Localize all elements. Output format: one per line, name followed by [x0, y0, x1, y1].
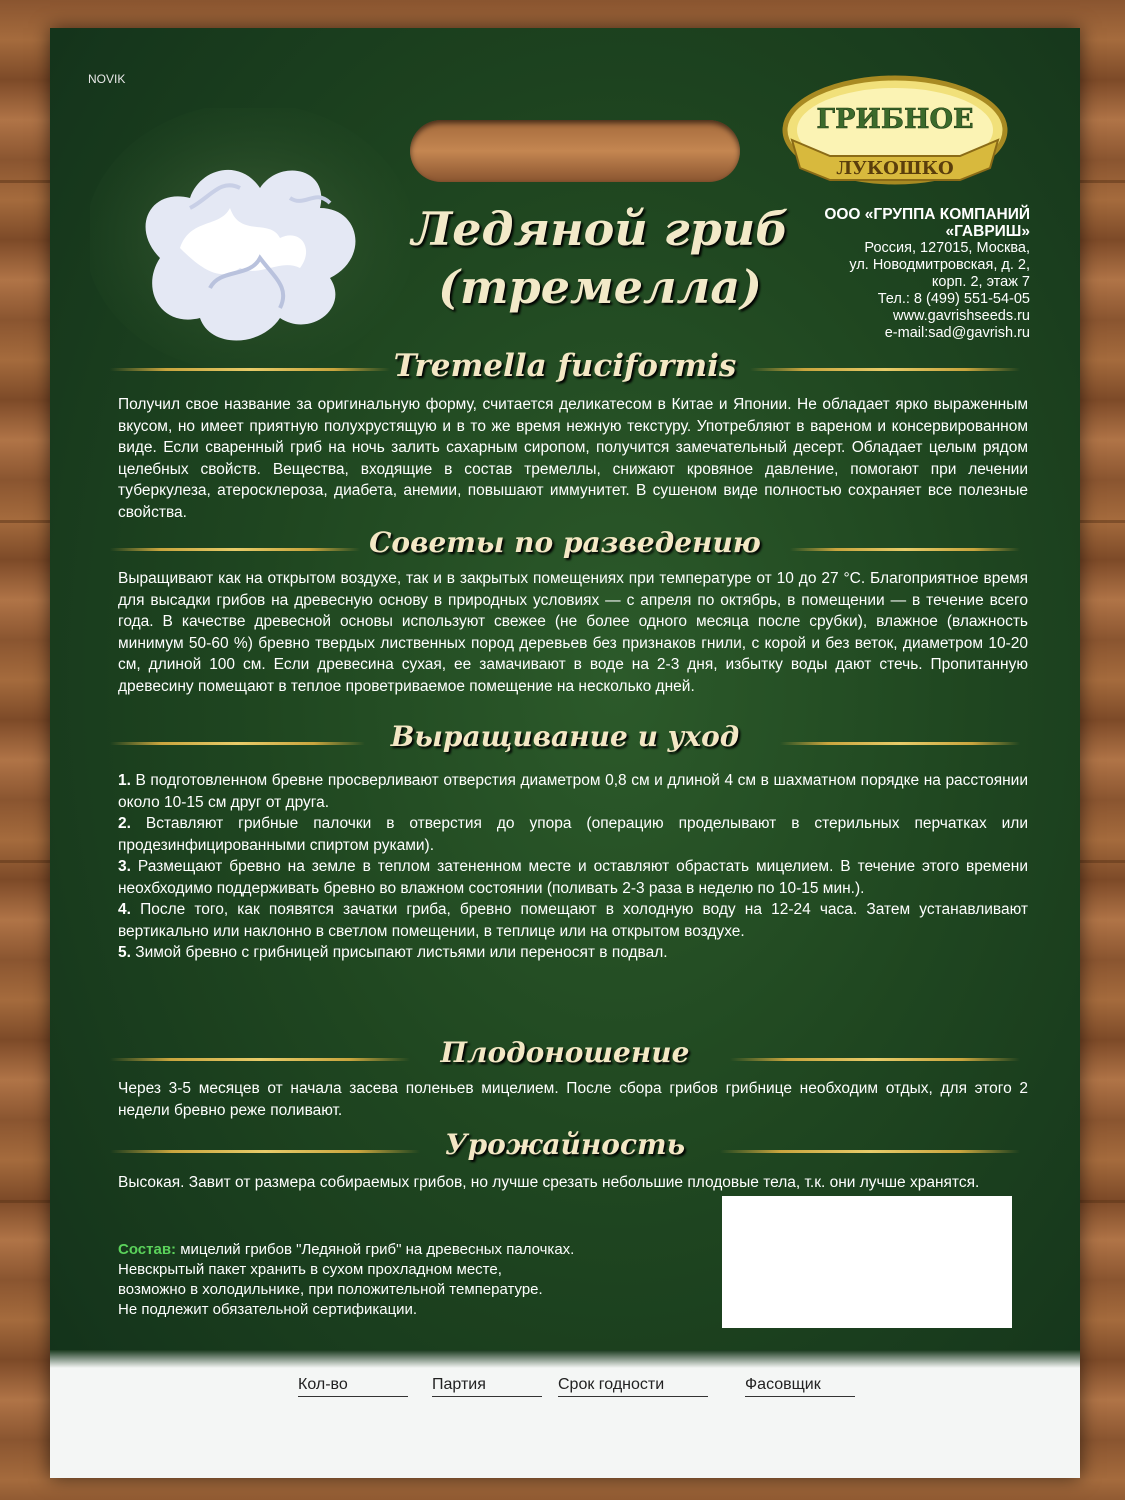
composition-label: Состав: — [118, 1241, 177, 1258]
company-info — [770, 206, 1030, 342]
seed-packet-back — [50, 28, 1080, 1478]
title-line2: (тремелла) — [438, 260, 762, 314]
expiry-label: Срок годности — [558, 1376, 665, 1393]
breeding-heading: Советы по разведению — [369, 526, 761, 559]
qty-underline — [298, 1396, 408, 1397]
company-phone: Тел.: 8 (499) 551-54-05 — [877, 291, 1030, 307]
growing-step — [118, 942, 1028, 964]
hang-hole — [410, 120, 740, 182]
company-address1: Россия, 127015, Москва, — [864, 240, 1030, 256]
company-name-line2: «ГАВРИШ» — [945, 223, 1030, 240]
batch-label: Партия — [432, 1376, 486, 1393]
storage-line2: возможно в холодильнике, при положительной температуре. — [118, 1281, 543, 1298]
composition-text: мицелий грибов "Ледяной гриб" на древесных палочках. — [176, 1241, 575, 1258]
step-text: В подготовленном бревне просверливают отверстия диаметром 0,8 см и длиной 4 см в шахматном порядке на расстоянии около 10-15 см друг от друга. — [118, 772, 1028, 811]
breeding-header — [50, 522, 1080, 566]
yield-header — [50, 1124, 1080, 1168]
yield-paragraph: Высокая. Завит от размера собираемых грибов, но лучше срезать небольшие плодовые тела, т.к. они лучше хранятся. — [118, 1174, 980, 1191]
fruiting-heading: Плодоношение — [440, 1036, 690, 1069]
yield-heading: Урожайность — [444, 1128, 686, 1161]
mushroom-photo — [90, 108, 410, 368]
step-number: 1. — [118, 772, 131, 789]
breeding-text — [118, 568, 1028, 697]
company-address2: ул. Новодмитровская, д. 2, — [849, 257, 1030, 273]
description-text — [118, 394, 1028, 523]
composition-block — [118, 1240, 718, 1320]
company-email: e-mail:sad@gavrish.ru — [884, 325, 1030, 341]
composition-line — [118, 1240, 718, 1260]
step-text: Вставляют грибные палочки в отверстия до упора (операцию проделывают в стерильных перчатках или продезинфицированными спиртом руками). — [118, 815, 1028, 854]
logo-line2: ЛУКОШКО — [836, 158, 954, 179]
growing-step — [118, 899, 1028, 942]
breeding-paragraph: Выращивают как на открытом воздухе, так и в закрытых помещениях при температуре от 10 до 27 °С. Благоприятное время для высадки грибов на древесную основу в природных условиях — с апреля по октябрь, в помещении — в течение всего года. В качестве древесной основы используют свежее (не более одного месяца после срубки), влажное (влажность минимум 50-60 %) бревно твердых лиственных пород деревьев без признаков гнили, с корой и без веток, диаметром 10-20 см, длиной 100 см. Если древесина сухая, ее замачивают в воде на 2-3 дня, избытку воды дают стечь. Пропитанную древесину помещают в теплое проветриваемое помещение на несколько дней. — [118, 570, 1028, 695]
brand-corner: NOVIK — [88, 72, 126, 86]
storage-line1: Невскрытый пакет хранить в сухом прохладном месте, — [118, 1261, 502, 1278]
expiry-underline — [558, 1396, 708, 1397]
latin-name-header — [50, 346, 1080, 390]
step-number: 3. — [118, 858, 131, 875]
growing-heading: Выращивание и уход — [390, 720, 740, 753]
certification-line: Не подлежит обязательной сертификации. — [118, 1301, 418, 1318]
product-title — [390, 200, 810, 316]
fruiting-text — [118, 1078, 1028, 1121]
fruiting-paragraph: Через 3-5 месяцев от начала засева поленьев мицелием. После сбора грибов грибнице необходим отдых, для этого 2 недели бревно реже поливают. — [118, 1080, 1028, 1119]
fruiting-header — [50, 1032, 1080, 1076]
company-address3: корп. 2, этаж 7 — [931, 274, 1030, 290]
company-name-line1: ООО «ГРУППА КОМПАНИЙ — [824, 206, 1030, 223]
growing-header — [50, 716, 1080, 760]
packer-underline — [745, 1396, 855, 1397]
step-number: 4. — [118, 901, 131, 918]
growing-step — [118, 813, 1028, 856]
step-text: Размещают бревно на земле в теплом затененном месте и оставляют обрастать мицелием. В течение этого времени неохбходимо поддерживать бревно во влажном состоянии (поливать 2-3 раза в неделю по 10-15 мин.). — [118, 858, 1029, 897]
company-site: www.gavrishseeds.ru — [893, 308, 1030, 324]
packer-label: Фасовщик — [745, 1376, 821, 1393]
growing-step — [118, 770, 1028, 813]
growing-step — [118, 856, 1028, 899]
description: Получил свое название за оригинальную форму, считается деликатесом в Китае и Японии. Не обладает ярко выраженным вкусом, но имеет приятную полухрустящую и в то же время нежную текстуру. Употребляют в вареном и консервированном виде. Если сваренный гриб на ночь залить сахарным сиропом, получится замечательный десерт. Обладает целым рядом целебных свойств. Вещества, входящие в состав тремеллы, снижают кровяное давление, помогают при лечении туберкулеза, атеросклероза, диабета, анемии, повышают иммунитет. В сушеном виде полностью сохраняет все полезные свойства. — [118, 396, 1028, 521]
step-text: После того, как появятся зачатки гриба, бревно помещают в холодную воду на 12-24 часа. Затем устанавливают вертикально или наклонно в светлом помещении, в теплице или на открытом воздухе. — [118, 901, 1028, 940]
barcode-sticker-area — [722, 1196, 1012, 1328]
qty-label: Кол-во — [298, 1376, 348, 1393]
batch-underline — [432, 1396, 542, 1397]
step-number: 2. — [118, 815, 131, 832]
yield-text — [118, 1172, 1028, 1194]
step-text: Зимой бревно с грибницей присыпают листьями или переносят в подвал. — [135, 944, 668, 961]
growing-steps — [118, 770, 1028, 964]
step-number: 5. — [118, 944, 131, 961]
title-line1: Ледяной гриб — [411, 202, 789, 256]
logo-line1: ГРИБНОЕ — [816, 104, 974, 135]
brand-logo — [770, 68, 1020, 198]
strip-shade — [50, 1350, 1080, 1368]
latin-name: Tremella fuciformis — [393, 348, 737, 384]
fill-info-strip — [50, 1350, 1080, 1478]
